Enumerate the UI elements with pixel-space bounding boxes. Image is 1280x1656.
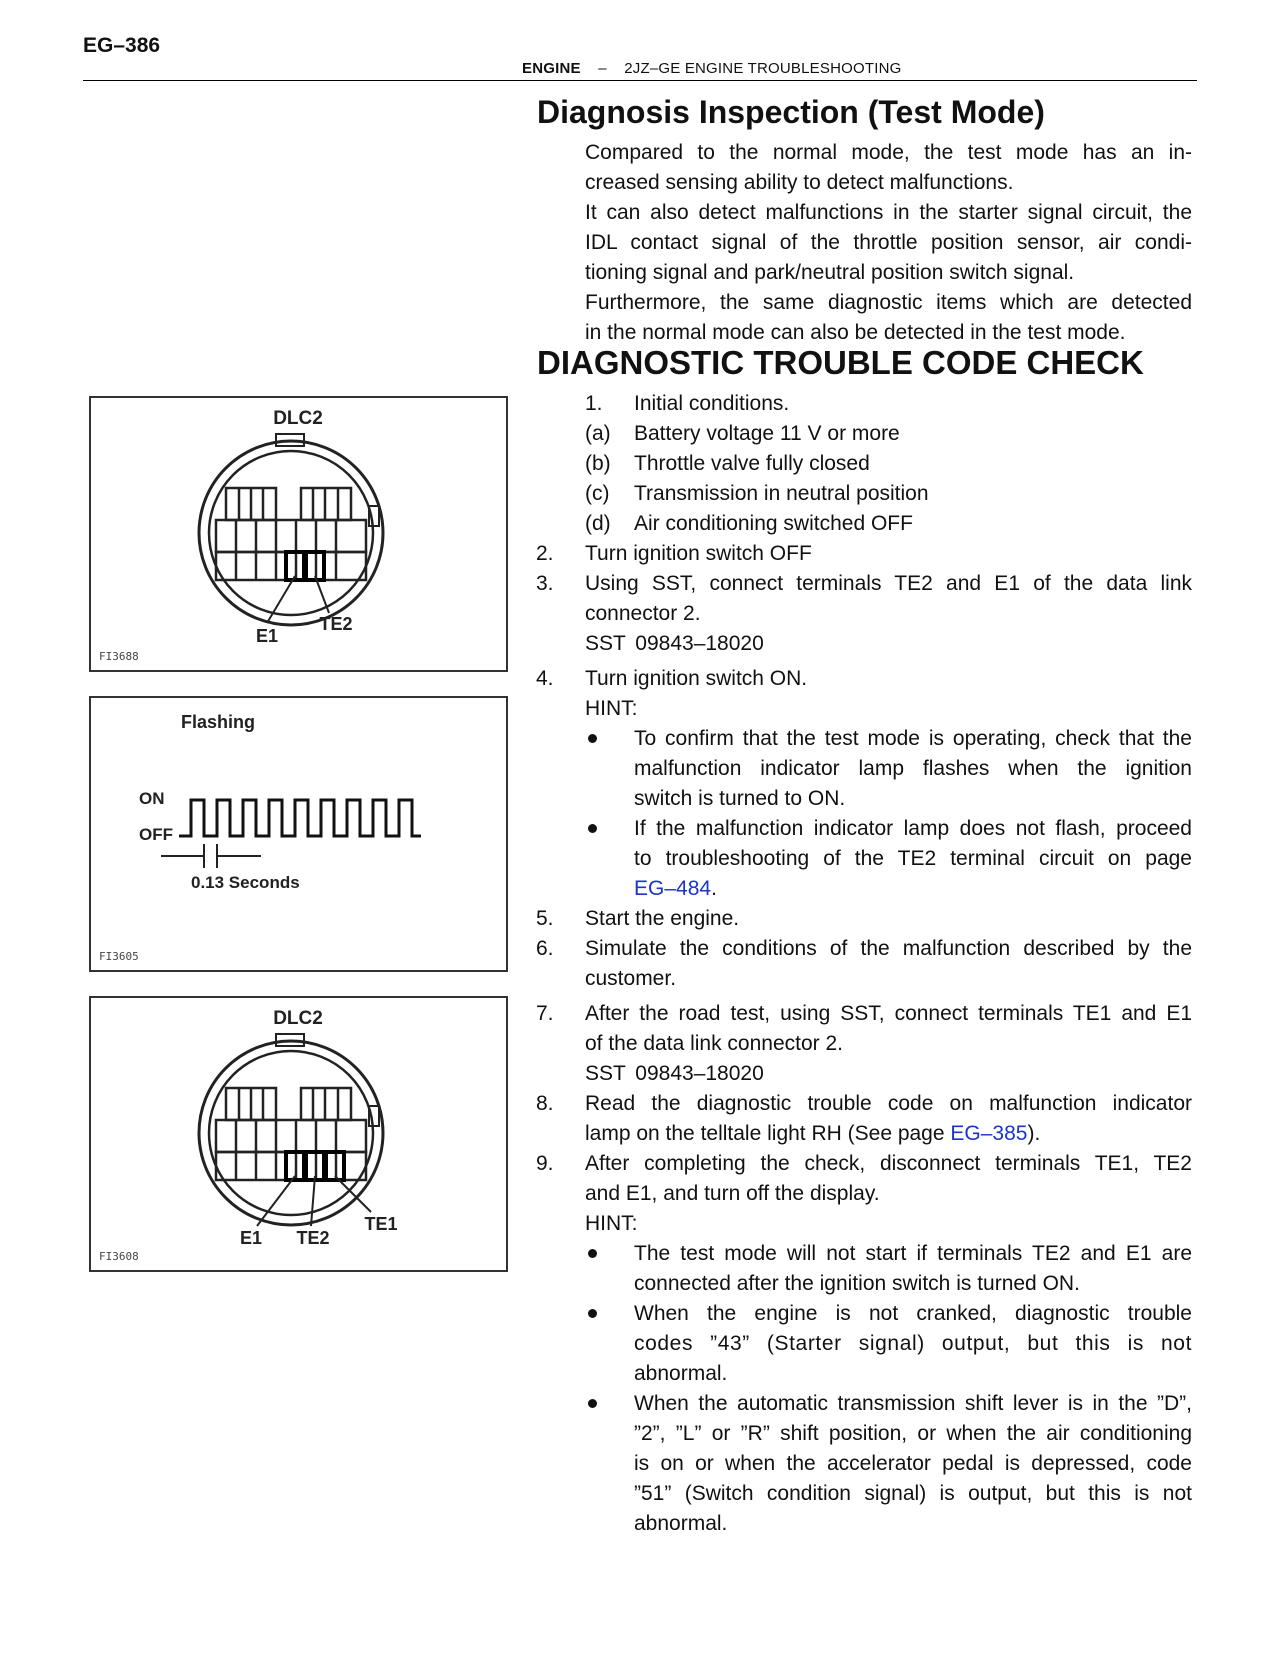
figure-id: FI3605 [99,950,139,963]
header-rule [83,80,1197,81]
sst-number: SST 09843–18020 [585,1062,764,1085]
hint-line: ”51” (Switch condition signal) is output, but this is not [634,1482,1192,1505]
header-separator: – [598,60,607,77]
header-section: ENGINE [522,60,581,77]
para-line: Compared to the normal mode, the test mode has an in- [585,141,1192,164]
step-text: Read the diagnostic trouble code on malfunction indicator [585,1092,1192,1115]
sst-number: SST 09843–18020 [585,632,764,655]
hint-line: malfunction indicator lamp flashes when the ignition [634,757,1192,780]
step-text: connector 2. [585,602,701,625]
para-line: creased sensing ability to detect malfunctions. [585,171,1014,194]
hint-line: abnormal. [634,1512,728,1535]
label-te1: TE1 [364,1214,398,1234]
figure-title: DLC2 [273,408,323,429]
label-te2: TE2 [296,1228,330,1248]
hint-line: switch is turned to ON. [634,787,846,810]
hint-line: codes ”43” (Starter signal) output, but this is not [634,1332,1192,1355]
section-title-dtc-check: DIAGNOSTIC TROUBLE CODE CHECK [537,344,1144,381]
sub-step-number: (c) [585,482,610,505]
flashing-waveform-diagram [91,698,506,970]
hint-line: is on or when the accelerator pedal is depressed, code [634,1452,1192,1475]
step-text: After the road test, using SST, connect terminals TE1 and E1 [585,1002,1192,1025]
step-text: Turn ignition switch OFF [585,542,812,565]
step-text-part: ). [1027,1122,1041,1145]
figure-flashing-waveform [89,696,508,972]
page-link-eg385[interactable]: EG–385 [950,1122,1028,1145]
hint-bullet [634,814,1192,904]
figure-title: Flashing [181,712,256,732]
step-number: 4. [536,667,554,690]
label-e1: E1 [255,626,279,646]
hint-bullet [634,724,1192,814]
step-number: 9. [536,1152,554,1175]
label-e1: E1 [239,1228,263,1248]
sub-step-text: Battery voltage 11 V or more [634,422,900,445]
hint-bullet [634,1299,1192,1389]
figure-dlc2-te2-e1 [89,396,508,672]
hint-label: HINT: [585,697,638,720]
bullet-icon [588,1309,597,1318]
figure-title: DLC2 [273,1008,323,1029]
para-line: tioning signal and park/neutral position switch signal. [585,261,1075,284]
hint-line: abnormal. [634,1362,728,1385]
sub-step-text: Air conditioning switched OFF [634,512,913,535]
step-text: Turn ignition switch ON. [585,667,808,690]
hint-line: to troubleshooting of the TE2 terminal circuit on page [634,847,1192,870]
figure-id: FI3608 [99,1250,139,1263]
hint-line: The test mode will not start if terminals TE2 and E1 are [634,1242,1192,1265]
step-number: 3. [536,572,554,595]
figure-dlc2-te1-te2-e1 [89,996,508,1272]
step-text-part: lamp on the telltale light RH (See page [585,1122,951,1145]
page-link-eg484[interactable]: EG–484 [634,877,712,900]
hint-line: connected after the ignition switch is turned ON. [634,1272,1080,1295]
sub-step-text: Throttle valve fully closed [634,452,870,475]
step-text: of the data link connector 2. [585,1032,843,1055]
hint-label: HINT: [585,1212,638,1235]
step-text: After completing the check, disconnect terminals TE1, TE2 [585,1152,1192,1175]
step-number: 8. [536,1092,554,1115]
bullet-icon [588,1399,597,1408]
hint-line: When the engine is not cranked, diagnostic trouble [634,1302,1192,1325]
period-label: 0.13 Seconds [191,873,300,892]
step-number: 5. [536,907,554,930]
sub-step-number: (a) [585,422,611,445]
hint-bullet [634,1239,1192,1299]
bullet-icon [588,1249,597,1258]
page-number: EG–386 [83,34,161,57]
section-title-test-mode: Diagnosis Inspection (Test Mode) [537,94,1045,130]
step-text [585,1119,1040,1149]
step-text: Simulate the conditions of the malfunction described by the [585,937,1192,960]
header-chapter: 2JZ–GE ENGINE TROUBLESHOOTING [624,60,902,77]
step-number: 1. [585,392,603,415]
dlc2-connector-diagram [91,998,506,1270]
dlc2-connector-diagram [91,398,506,670]
hint-line: When the automatic transmission shift lever is in the ”D”, [634,1392,1192,1415]
para-line: IDL contact signal of the throttle position sensor, air condi- [585,231,1192,254]
hint-line: If the malfunction indicator lamp does not flash, proceed [634,817,1192,840]
figure-id: FI3688 [99,650,139,663]
label-on: ON [139,789,165,808]
hint-line: ”2”, ”L” or ”R” shift position, or when the air conditioning [634,1422,1192,1445]
running-header [522,60,901,77]
hint-line [634,874,1192,904]
para-line: Furthermore, the same diagnostic items which are detected [585,291,1192,314]
flash-signal-trace [179,800,421,836]
sub-step-number: (d) [585,512,611,535]
step-text: customer. [585,967,677,990]
step-text: and E1, and turn off the display. [585,1182,880,1205]
step-number: 7. [536,1002,554,1025]
step-text: Start the engine. [585,907,740,930]
step-text: Initial conditions. [634,392,790,415]
hint-bullet [634,1389,1192,1539]
punctuation: . [711,877,717,900]
hint-line: To confirm that the test mode is operating, check that the [634,727,1192,750]
label-te2: TE2 [319,614,353,634]
bullet-icon [588,734,597,743]
sub-step-number: (b) [585,452,611,475]
sub-step-text: Transmission in neutral position [634,482,929,505]
step-number: 2. [536,542,554,565]
test-mode-paragraph [585,138,1192,348]
step-number: 6. [536,937,554,960]
label-off: OFF [139,825,173,844]
bullet-icon [588,824,597,833]
para-line: in the normal mode can also be detected in the test mode. [585,321,1126,344]
step-text: Using SST, connect terminals TE2 and E1 of the data link [585,572,1192,595]
para-line: It can also detect malfunctions in the starter signal circuit, the [585,201,1192,224]
